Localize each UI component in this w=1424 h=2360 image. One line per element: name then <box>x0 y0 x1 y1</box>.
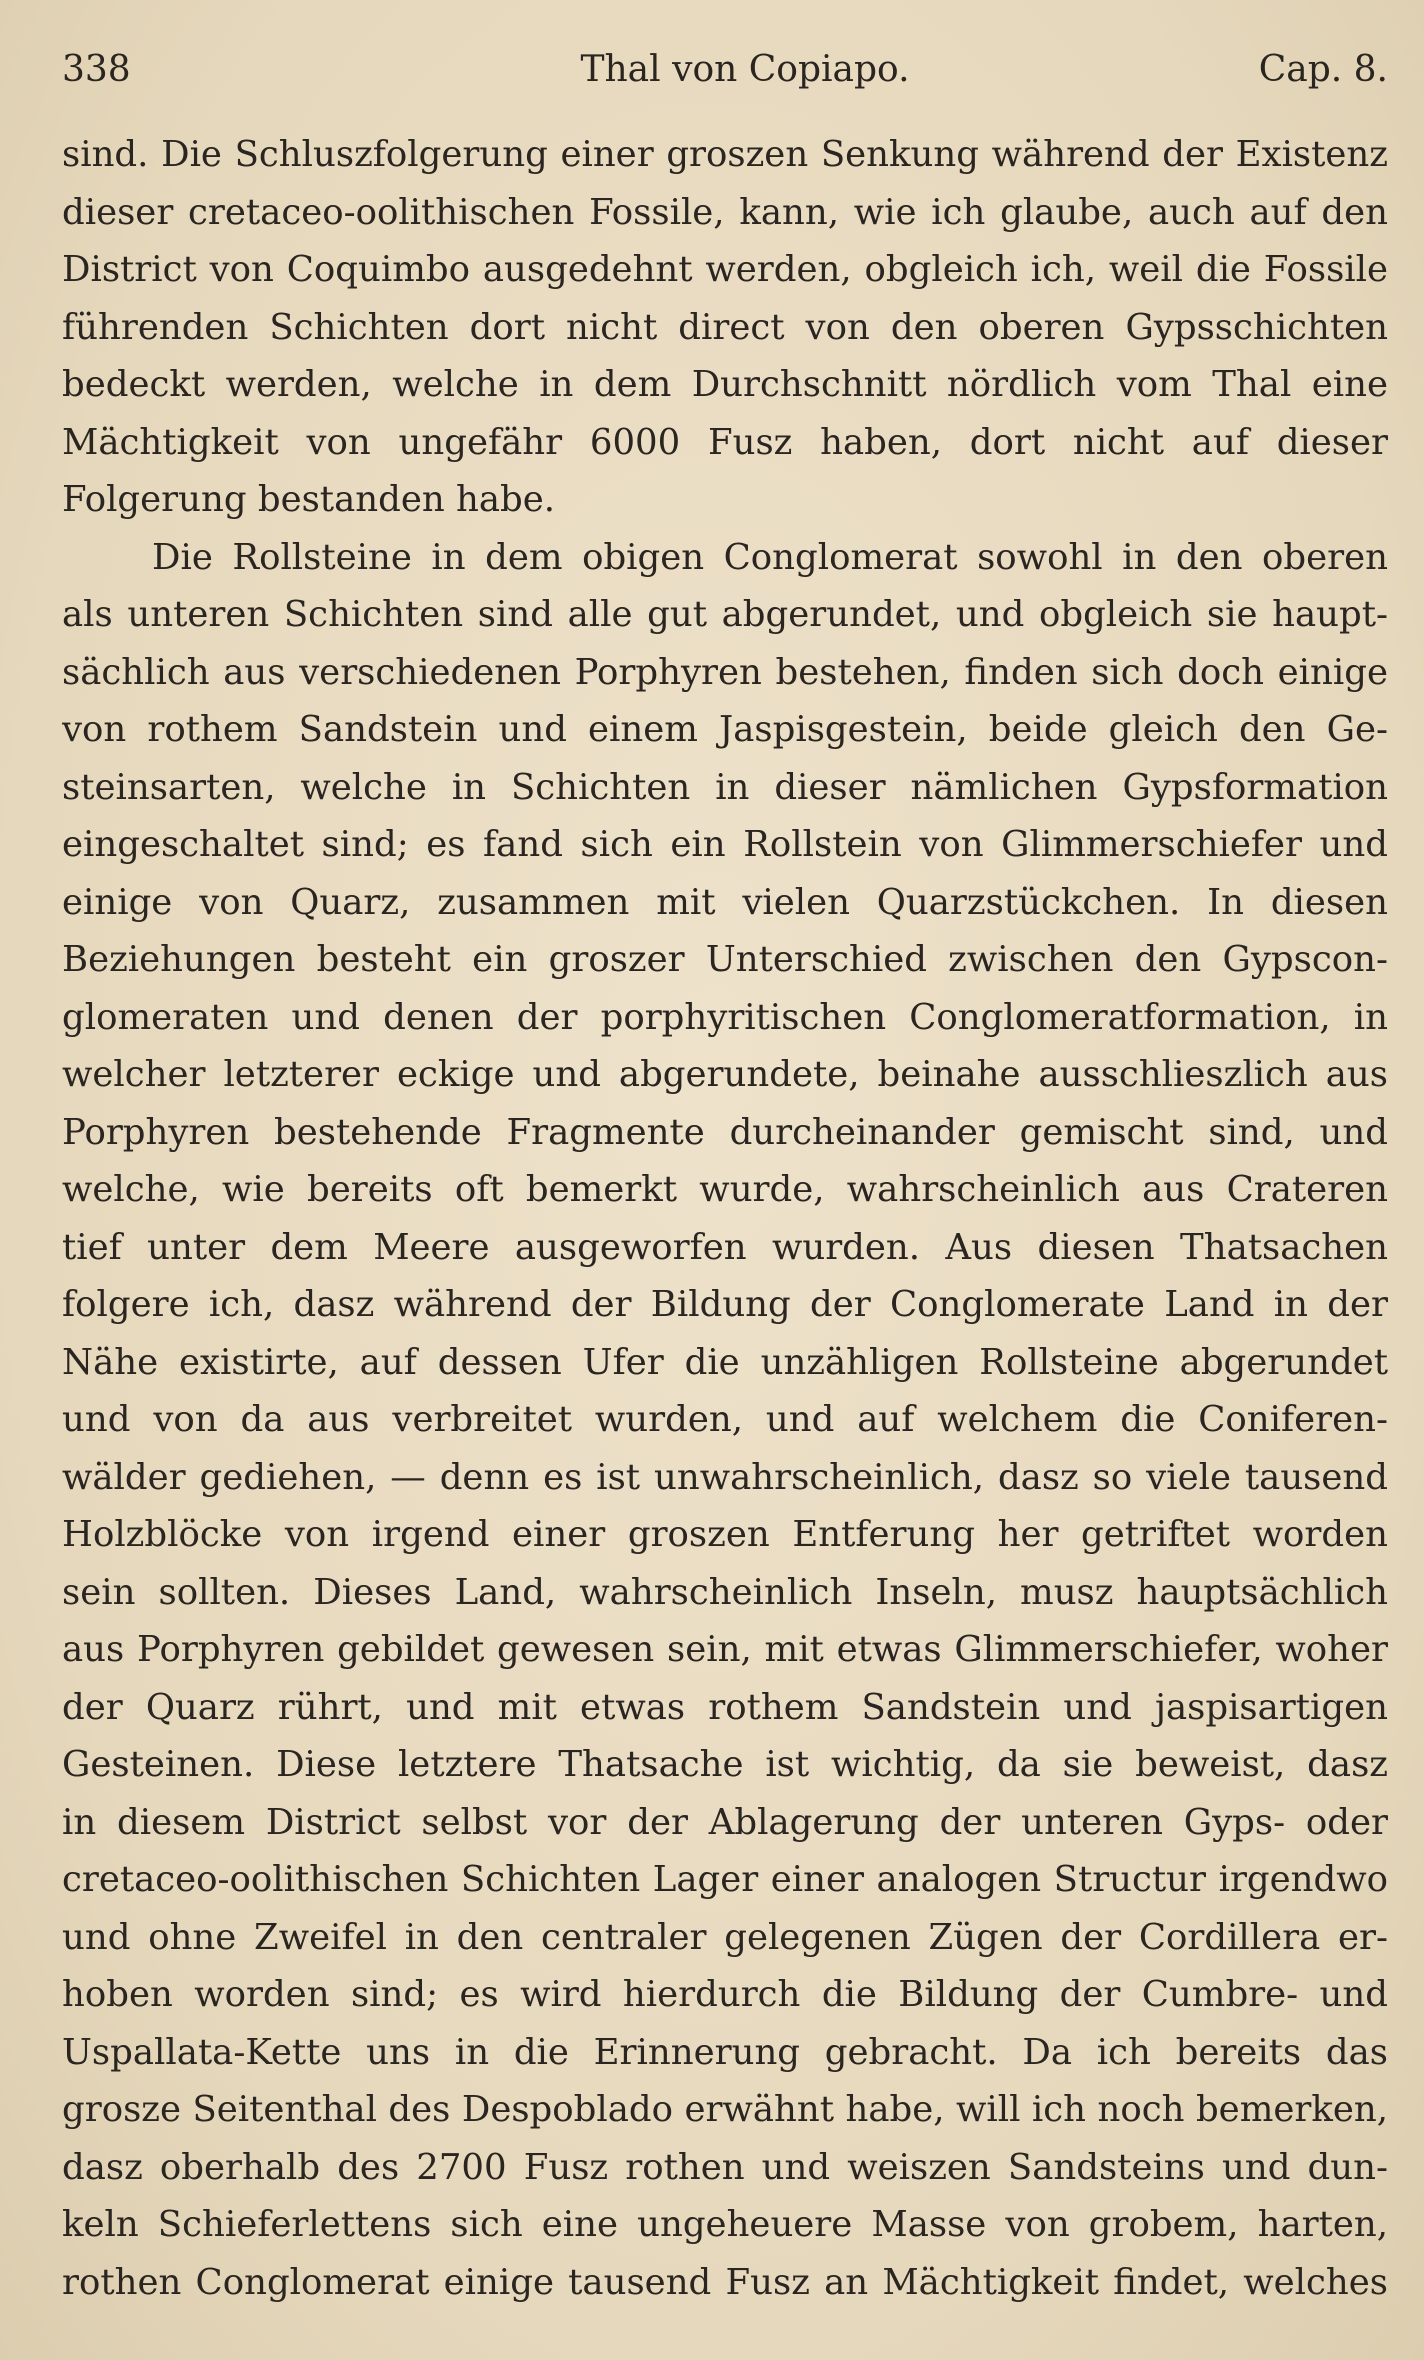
text-line: Porphyren bestehende Fragmente durcheinander gemischt sind, und <box>62 1111 1388 1153</box>
text-line: wälder gediehen, — denn es ist unwahrscheinlich, dasz so viele tausend <box>62 1456 1388 1498</box>
text-line: welche, wie bereits oft bemerkt wurde, wahrscheinlich aus Crateren <box>62 1169 1388 1210</box>
text-line: Nähe existirte, auf dessen Ufer die unzähligen Rollsteine abgerundet <box>62 1341 1388 1383</box>
text-line: einige von Quarz, zusammen mit vielen Quarzstückchen. In diesen <box>62 881 1388 923</box>
text-line: Beziehungen besteht ein groszer Unterschied zwischen den Gypscon- <box>62 939 1388 980</box>
text-line: hoben worden sind; es wird hierdurch die Bildung der Cumbre- und <box>62 1974 1388 2015</box>
text-line: folgere ich, dasz während der Bildung der Conglomerate Land in der <box>62 1284 1388 1325</box>
text-line: dasz oberhalb des 2700 Fusz rothen und weiszen Sandsteins und dun- <box>62 2146 1388 2188</box>
text-line: und ohne Zweifel in den centraler gelegenen Zügen der Cordillera er- <box>62 1916 1388 1958</box>
paragraph-end-line: Folgerung bestanden habe. <box>62 479 556 520</box>
text-line: cretaceo-oolithischen Schichten Lager einer analogen Structur irgendwo <box>62 1859 1388 1900</box>
text-line: in diesem District selbst vor der Ablagerung der unteren Gyps- oder <box>62 1801 1388 1843</box>
text-line: District von Coquimbo ausgedehnt werden, obgleich ich, weil die Fossile <box>62 249 1388 290</box>
text-line: der Quarz rührt, und mit etwas rothem Sandstein und jaspisartigen <box>62 1686 1388 1728</box>
text-line: sein sollten. Dieses Land, wahrscheinlich Inseln, musz hauptsächlich <box>62 1571 1388 1613</box>
text-line: Mächtigkeit von ungefähr 6000 Fusz haben, dort nicht auf dieser <box>62 421 1388 463</box>
chapter-label: Cap. 8. <box>1258 49 1388 90</box>
text-line: führenden Schichten dort nicht direct von den oberen Gypsschichten <box>62 306 1388 348</box>
text-line: rothen Conglomerat einige tausend Fusz an Mächtigkeit findet, welches <box>62 2261 1388 2303</box>
page-number: 338 <box>62 49 131 90</box>
text-line: von rothem Sandstein und einem Jaspisgestein, beide gleich den Ge- <box>62 709 1388 750</box>
running-title: Thal von Copiapo. <box>580 49 910 90</box>
paragraph-start-line: Die Rollsteine in dem obigen Conglomerat sowohl in den oberen <box>152 536 1388 578</box>
body-text <box>62 126 1388 2311</box>
text-line: bedeckt werden, welche in dem Durchschnitt nördlich vom Thal eine <box>62 364 1388 405</box>
page-header <box>62 40 1388 100</box>
text-line: Holzblöcke von irgend einer groszen Entferung her getriftet worden <box>62 1514 1388 1555</box>
text-line: Gesteinen. Diese letztere Thatsache ist wichtig, da sie beweist, dasz <box>62 1744 1388 1785</box>
text-line: aus Porphyren gebildet gewesen sein, mit etwas Glimmerschiefer, woher <box>62 1629 1388 1670</box>
text-line: sächlich aus verschiedenen Porphyren bestehen, finden sich doch einige <box>62 651 1388 693</box>
text-line: glomeraten und denen der porphyritischen Conglomeratformation, in <box>62 996 1388 1038</box>
text-line: eingeschaltet sind; es fand sich ein Rollstein von Glimmerschiefer und <box>62 824 1388 865</box>
text-line: grosze Seitenthal des Despoblado erwähnt habe, will ich noch bemerken, <box>62 2089 1388 2130</box>
text-line: dieser cretaceo-oolithischen Fossile, kann, wie ich glaube, auch auf den <box>62 191 1388 233</box>
text-line: steinsarten, welche in Schichten in dieser nämlichen Gypsformation <box>62 766 1388 808</box>
text-line: sind. Die Schluszfolgerung einer groszen Senkung während der Existenz <box>62 134 1388 175</box>
text-line: keln Schieferlettens sich eine ungeheuere Masse von grobem, harten, <box>62 2204 1388 2245</box>
text-line: als unteren Schichten sind alle gut abgerundet, und obgleich sie haupt- <box>62 594 1388 635</box>
text-line: welcher letzterer eckige und abgerundete, beinahe ausschlieszlich aus <box>62 1054 1388 1095</box>
text-line: und von da aus verbreitet wurden, und auf welchem die Coniferen- <box>62 1399 1388 1440</box>
text-line: Uspallata-Kette uns in die Erinnerung gebracht. Da ich bereits das <box>62 2031 1388 2073</box>
text-line: tief unter dem Meere ausgeworfen wurden. Aus diesen Thatsachen <box>62 1226 1388 1268</box>
